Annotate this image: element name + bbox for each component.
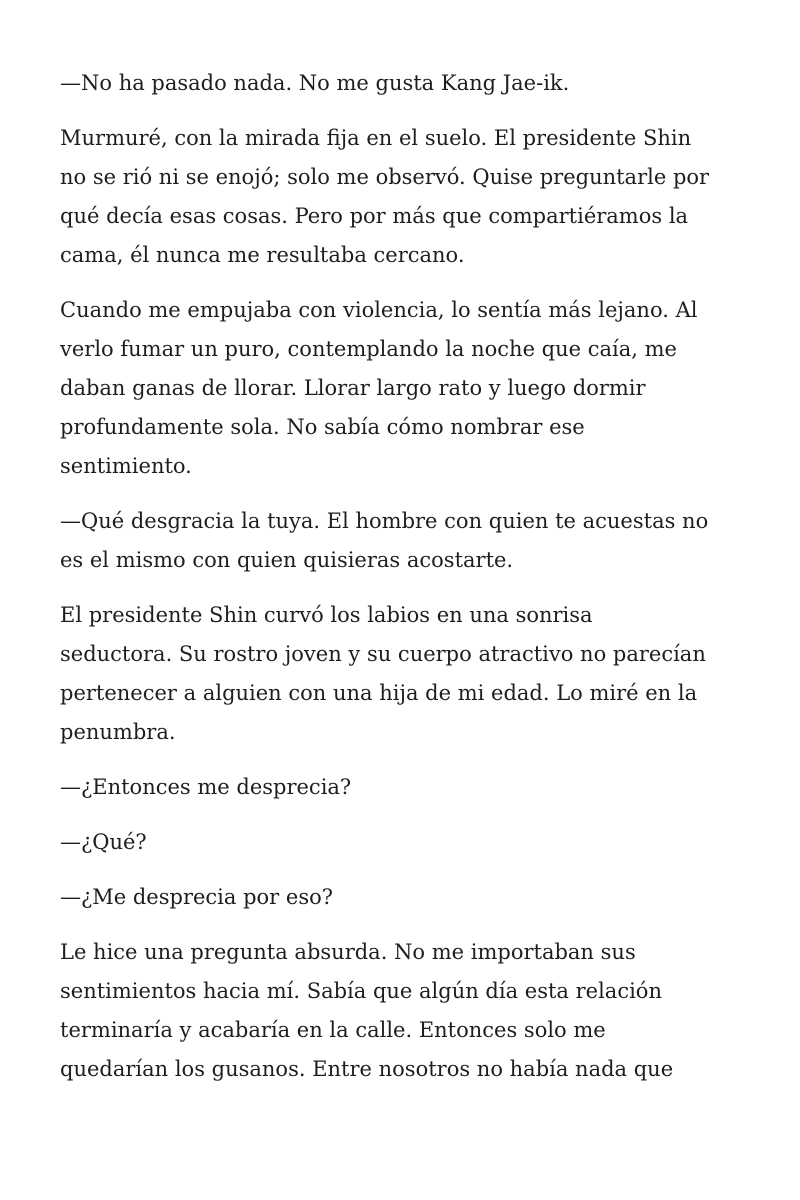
document-page	[60, 64, 750, 1105]
paragraph-9	[60, 933, 750, 1089]
text-line: —¿Qué?	[60, 830, 147, 854]
text-line: El presidente Shin curvó los labios en una sonrisa	[60, 603, 593, 627]
paragraph-6	[60, 768, 750, 807]
text-line: quedarían los gusanos. Entre nosotros no había nada que	[60, 1057, 674, 1081]
paragraph-4	[60, 502, 750, 580]
text-line: no se rió ni se enojó; solo me observó. Quise preguntarle por	[60, 165, 710, 189]
text-line: cama, él nunca me resultaba cercano.	[60, 243, 465, 267]
text-line: —¿Me desprecia por eso?	[60, 885, 333, 909]
text-line: daban ganas de llorar. Llorar largo rato y luego dormir	[60, 376, 646, 400]
text-line: —Qué desgracia la tuya. El hombre con quien te acuestas no	[60, 509, 709, 533]
text-line: seductora. Su rostro joven y su cuerpo atractivo no parecían	[60, 642, 706, 666]
text-line: —No ha pasado nada. No me gusta Kang Jae-ik.	[60, 71, 570, 95]
paragraph-2	[60, 119, 750, 275]
paragraph-1	[60, 64, 750, 103]
text-line: sentimientos hacia mí. Sabía que algún día esta relación	[60, 979, 662, 1003]
text-line: Le hice una pregunta absurda. No me importaban sus	[60, 940, 636, 964]
text-line: qué decía esas cosas. Pero por más que compartiéramos la	[60, 204, 689, 228]
text-line: Murmuré, con la mirada fija en el suelo. El presidente Shin	[60, 126, 692, 150]
text-line: terminaría y acabaría en la calle. Entonces solo me	[60, 1018, 606, 1042]
text-line: profundamente sola. No sabía cómo nombrar ese	[60, 415, 585, 439]
text-line: sentimiento.	[60, 454, 192, 478]
paragraph-8	[60, 878, 750, 917]
text-line: penumbra.	[60, 720, 176, 744]
text-line: es el mismo con quien quisieras acostarte.	[60, 548, 514, 572]
text-line: verlo fumar un puro, contemplando la noche que caía, me	[60, 337, 677, 361]
text-line: pertenecer a alguien con una hija de mi edad. Lo miré en la	[60, 681, 698, 705]
paragraph-7	[60, 823, 750, 862]
paragraph-5	[60, 596, 750, 752]
paragraph-3	[60, 291, 750, 486]
text-line: —¿Entonces me desprecia?	[60, 775, 352, 799]
text-line: Cuando me empujaba con violencia, lo sentía más lejano. Al	[60, 298, 698, 322]
